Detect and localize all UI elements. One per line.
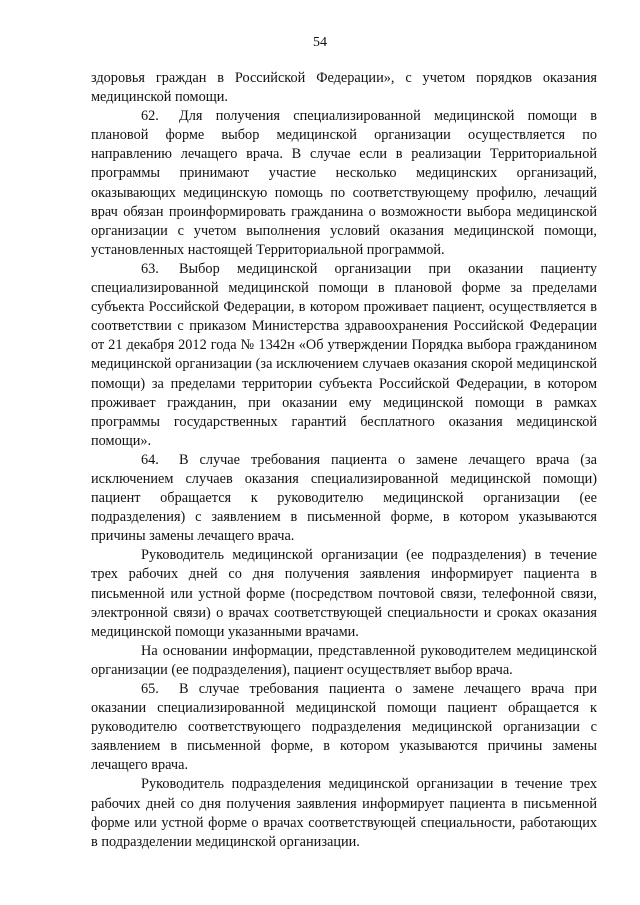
paragraph-64-head-response	[91, 546, 597, 641]
paragraph-text: Для получения специализированной медицинской помощи в плановой форме выбор медицинской организации осуществляется по направлению лечащего врача. В случае если в реализации Территориальной программы принимают участие несколько медицинских организаций, оказывающих медицинскую помощь по соответствующему профилю, лечащий врач обязан проинформировать гражданина о возможности выбора медицинской организации с учетом выполнения условий оказания медицинской помощи, установленных настоящей Территориальной программой.	[91, 108, 597, 258]
paragraph-number: 63.	[141, 260, 159, 277]
paragraph-64-choice	[91, 642, 597, 680]
paragraph-text: здоровья граждан в Российской Федерации», с учетом порядков оказания медицинской помощи.	[91, 70, 597, 106]
document-body	[91, 69, 597, 852]
paragraph-65	[91, 680, 597, 775]
paragraph-continuation	[91, 69, 597, 107]
paragraph-text: В случае требования пациента о замене лечащего врача при оказании специализированной медицинской помощи пациент обращается к руководителю соответствующего подразделения медицинской организации с заявлением в письменной форме, в котором указываются причины замены лечащего врача.	[91, 681, 597, 774]
paragraph-number: 65.	[141, 681, 159, 697]
page-number: 54	[313, 35, 327, 50]
paragraph-number: 64.	[141, 451, 159, 468]
paragraph-number: 62.	[141, 108, 159, 125]
paragraph-text: Руководитель медицинской организации (ее подразделения) в течение трех рабочих дней со дня получения заявления информирует пациента в письменной или устной форме (посредством почтовой связи, телефонной связи, электронной связи) о врачах соответствующей специальности и сроках оказания медицинской помощи указанными врачами.	[91, 547, 597, 640]
paragraph-text: В случае требования пациента о замене лечащего врача (за исключением случаев оказания специализированной медицинской помощи) пациент обращается к руководителю медицинской организации (ее подразделения) с заявлением в письменной форме, в котором указываются причины замены лечащего врача.	[91, 451, 597, 545]
paragraph-63	[91, 260, 597, 451]
paragraph-65-head-response	[91, 775, 597, 851]
paragraph-62	[91, 107, 597, 260]
paragraph-64	[91, 451, 597, 546]
paragraph-text: На основании информации, представленной руководителем медицинской организации (ее подразделения), пациент осуществляет выбор врача.	[91, 642, 597, 678]
paragraph-text: Выбор медицинской организации при оказании пациенту специализированной медицинской помощи в плановой форме за пределами субъекта Российской Федерации, в котором проживает пациент, осуществляется в соответствии с приказом Министерства здравоохранения Российской Федерации от 21 декабря 2012 года № 1342н «Об утверждении Порядка выбора гражданином медицинской организации (за исключением случаев оказания скорой медицинской помощи) за пределами территории субъекта Российской Федерации, в котором проживает гражданин, при оказании ему медицинской помощи в рамках программы государственных гарантий бесплатного оказания медицинской помощи».	[91, 260, 597, 449]
paragraph-text: Руководитель подразделения медицинской организации в течение трех рабочих дней со дня получения заявления информирует пациента в письменной форме или устной форме о врачах соответствующей специальности, работающих в подразделении медицинской организации.	[91, 776, 597, 850]
